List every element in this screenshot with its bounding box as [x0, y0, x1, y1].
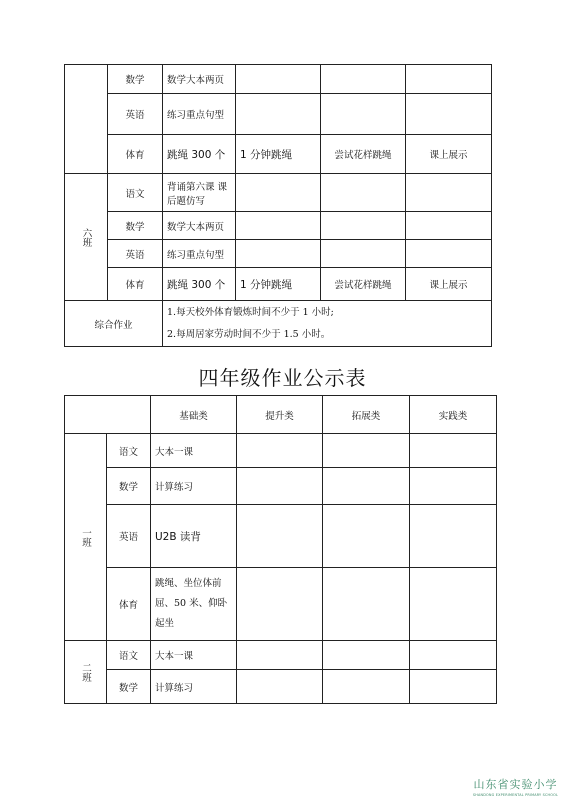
- improve-cell: [236, 240, 321, 268]
- page-title: 四年级作业公示表: [198, 366, 367, 390]
- summary-line-2: 2.每周居家劳动时间不少于 1.5 小时。: [167, 328, 331, 340]
- subject-cell: 体育: [107, 568, 151, 641]
- subject-cell: 语文: [107, 641, 151, 670]
- summary-content: [163, 301, 492, 347]
- school-logo-english: SHANDONG EXPERIMENTAL PRIMARY SCHOOL: [472, 793, 559, 797]
- improve-cell: 1 分钟跳绳: [236, 268, 321, 301]
- practice-cell: [410, 568, 497, 641]
- improve-cell: [236, 174, 321, 212]
- basic-cell: U2B 读背: [151, 505, 237, 568]
- header-blank: [65, 396, 151, 434]
- practice-cell: [410, 434, 497, 468]
- basic-cell: 大本一课: [151, 641, 237, 670]
- basic-cell: 背诵第六课 课后题仿写: [163, 174, 236, 212]
- basic-cell: 计算练习: [151, 468, 237, 505]
- improve-cell: [237, 641, 323, 670]
- practice-cell: [410, 505, 497, 568]
- subject-cell: 数学: [107, 670, 151, 704]
- basic-cell: 跳绳、坐位体前屈、50 米、仰卧起坐: [151, 568, 237, 641]
- class-cell-two: 二班: [65, 641, 107, 704]
- extend-cell: [323, 568, 410, 641]
- basic-cell: 大本一课: [151, 434, 237, 468]
- improve-cell: [237, 505, 323, 568]
- practice-cell: [406, 212, 492, 240]
- extend-cell: 尝试花样跳绳: [321, 135, 406, 174]
- practice-cell: [406, 174, 492, 212]
- extend-cell: [323, 670, 410, 704]
- subject-cell: 语文: [108, 174, 163, 212]
- extend-cell: [321, 94, 406, 135]
- extend-cell: [321, 212, 406, 240]
- extend-cell: [321, 65, 406, 94]
- practice-cell: [406, 65, 492, 94]
- summary-label: 综合作业: [65, 301, 163, 347]
- basic-cell: 数学大本两页: [163, 212, 236, 240]
- practice-cell: [410, 641, 497, 670]
- class-cell-one: 一班: [65, 434, 107, 641]
- extend-cell: [323, 468, 410, 505]
- school-logo-chinese: 山东省实验小学: [473, 778, 558, 791]
- class-cell-six: 六班: [65, 174, 108, 301]
- homework-table-grade-four: [64, 395, 497, 704]
- header-improve: 提升类: [237, 396, 323, 434]
- homework-table-grade-previous: [64, 64, 492, 347]
- improve-cell: [236, 212, 321, 240]
- subject-cell: 数学: [107, 468, 151, 505]
- basic-cell: 计算练习: [151, 670, 237, 704]
- class-cell: [65, 65, 108, 174]
- practice-cell: [410, 670, 497, 704]
- header-extend: 拓展类: [323, 396, 410, 434]
- summary-line-1: 1.每天校外体育锻炼时间不少于 1 小时;: [167, 306, 334, 318]
- improve-cell: [236, 94, 321, 135]
- improve-cell: [237, 568, 323, 641]
- extend-cell: 尝试花样跳绳: [321, 268, 406, 301]
- header-basic: 基础类: [151, 396, 237, 434]
- extend-cell: [323, 641, 410, 670]
- subject-cell: 体育: [108, 135, 163, 174]
- subject-cell: 英语: [108, 94, 163, 135]
- improve-cell: [237, 468, 323, 505]
- extend-cell: [323, 505, 410, 568]
- school-logo: [468, 776, 563, 797]
- improve-cell: [237, 670, 323, 704]
- header-practice: 实践类: [410, 396, 497, 434]
- subject-cell: 数学: [108, 212, 163, 240]
- practice-cell: 课上展示: [406, 135, 492, 174]
- basic-cell: 数学大本两页: [163, 65, 236, 94]
- subject-cell: 数学: [108, 65, 163, 94]
- improve-cell: [236, 65, 321, 94]
- extend-cell: [321, 174, 406, 212]
- subject-cell: 语文: [107, 434, 151, 468]
- extend-cell: [323, 434, 410, 468]
- practice-cell: [406, 94, 492, 135]
- subject-cell: 英语: [108, 240, 163, 268]
- practice-cell: [406, 240, 492, 268]
- basic-cell: 跳绳 300 个: [163, 135, 236, 174]
- improve-cell: [237, 434, 323, 468]
- subject-cell: 体育: [108, 268, 163, 301]
- practice-cell: 课上展示: [406, 268, 492, 301]
- basic-cell: 练习重点句型: [163, 94, 236, 135]
- improve-cell: 1 分钟跳绳: [236, 135, 321, 174]
- basic-cell: 练习重点句型: [163, 240, 236, 268]
- practice-cell: [410, 468, 497, 505]
- subject-cell: 英语: [107, 505, 151, 568]
- extend-cell: [321, 240, 406, 268]
- basic-cell: 跳绳 300 个: [163, 268, 236, 301]
